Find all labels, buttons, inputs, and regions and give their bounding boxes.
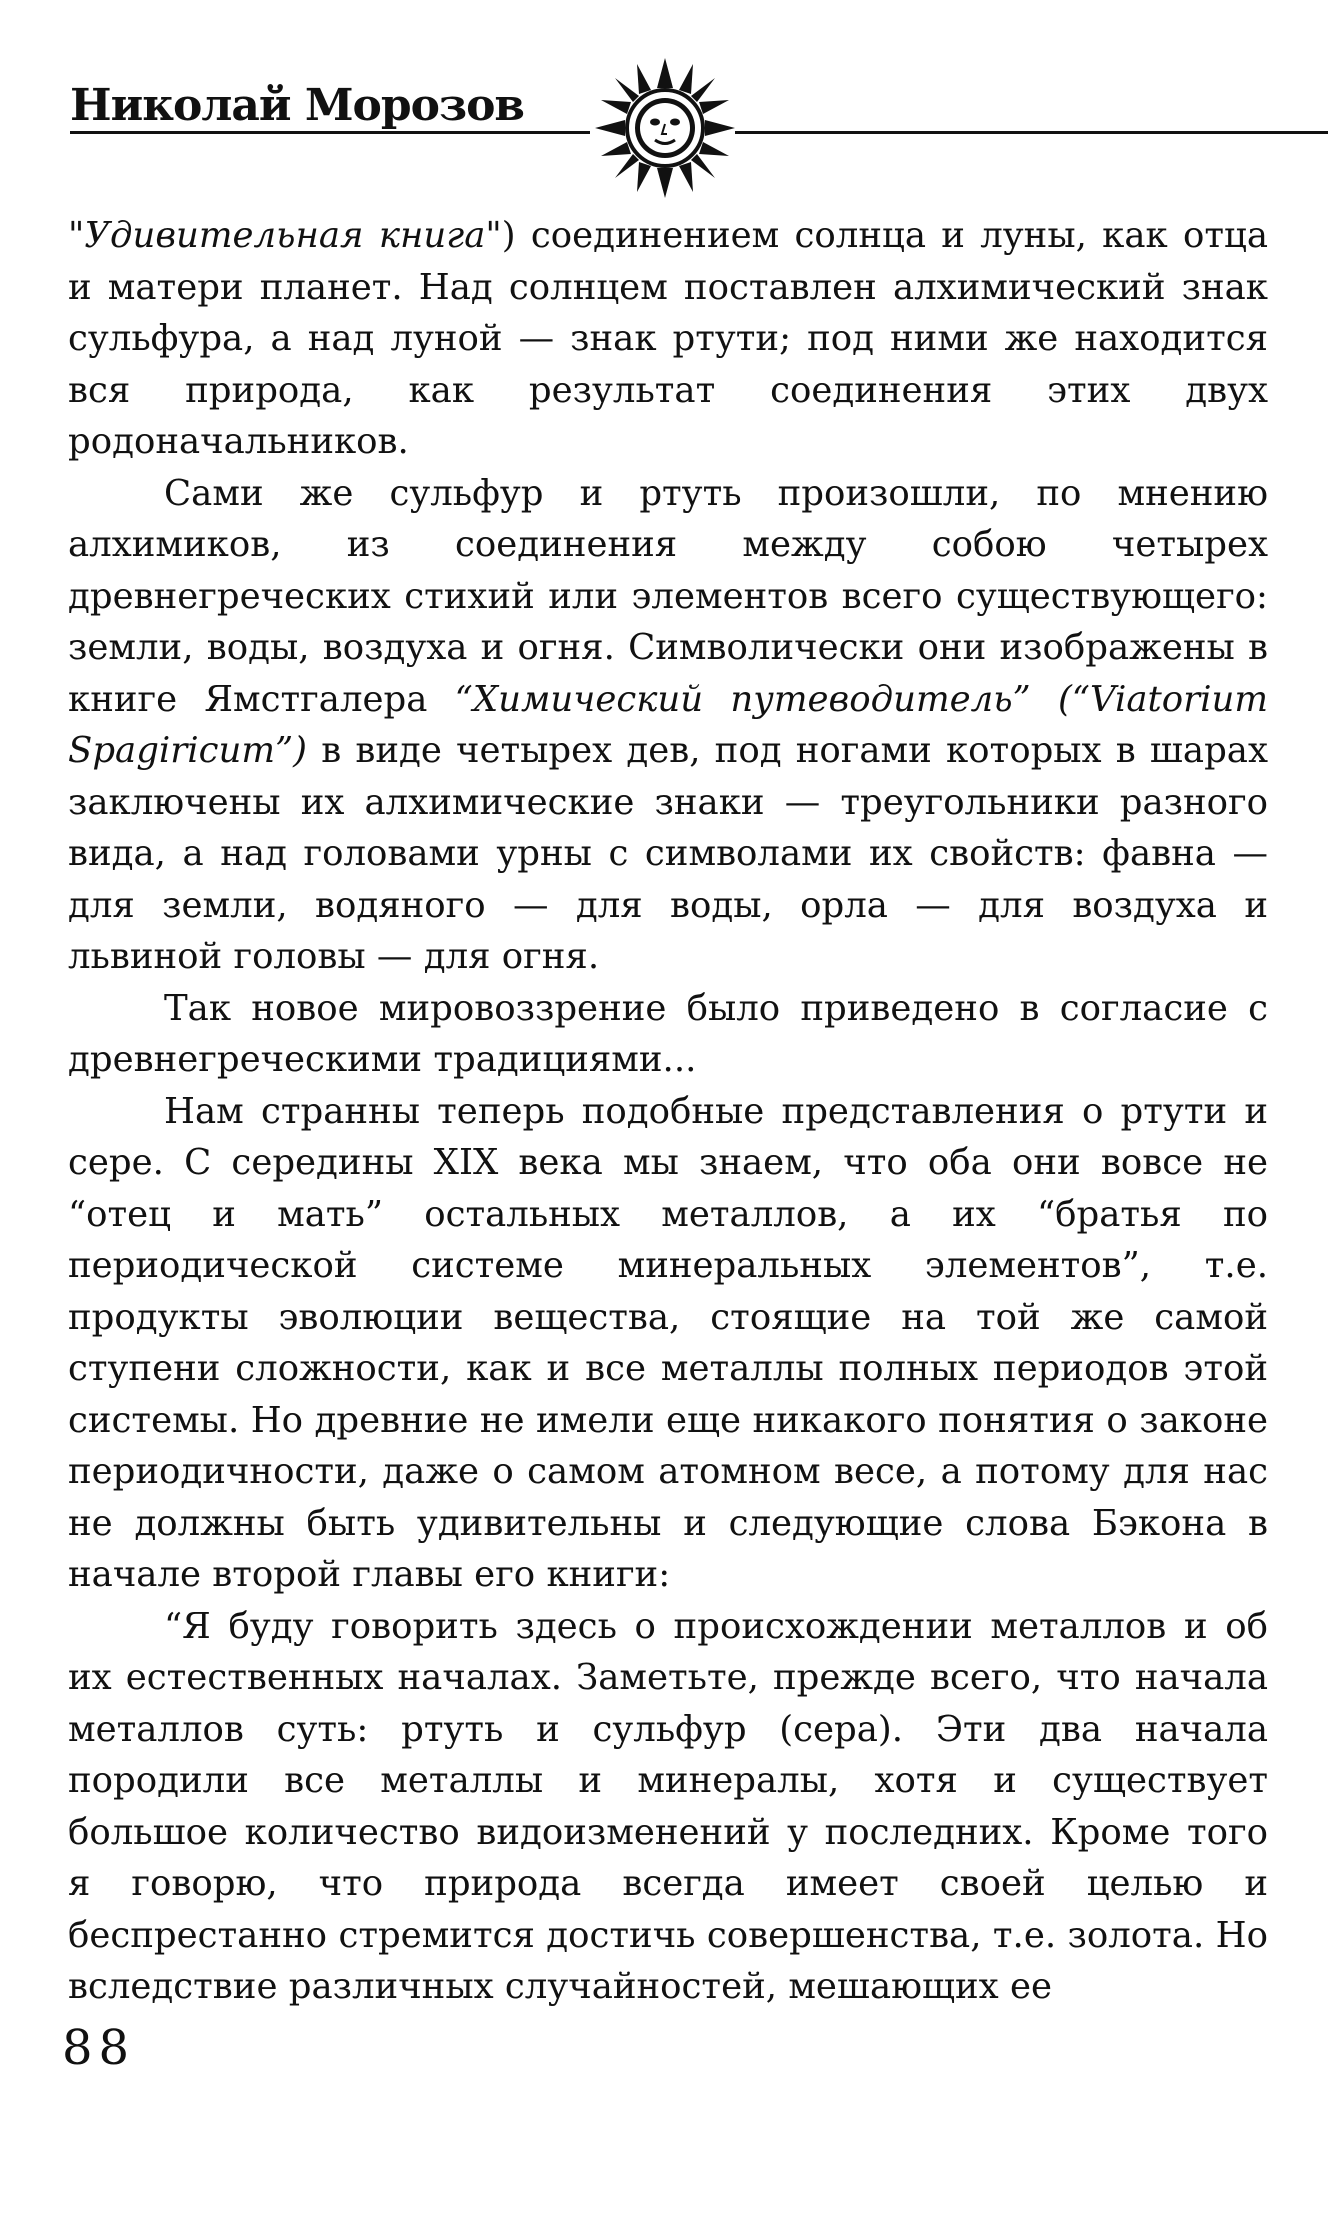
text-run: Сами же сульфур и ртуть произошли, по мнению алхимиков, из соединения между собою четырех древнегреческих стихий или элементов всего существующего: земли, воды, воздуха и огня. Символически они изображены в книге Ямстгалера	[68, 472, 1268, 720]
paragraph	[68, 983, 1268, 1086]
italic-text: “Химический путеводитель” (“Viatorium Spagiricum”)	[68, 678, 1268, 771]
running-header	[70, 58, 1260, 208]
italic-text: Удивительная книга	[84, 215, 486, 256]
text-run: “Я буду говорить здесь о происхождении металлов и об их естественных началах. Заметьте, прежде всего, что начала металлов суть: ртуть и сульфур (сера). Эти два начала породили все металлы и минералы, хотя и существует большое количество видоизменений у последних. Кроме того я говорю, что природа всегда имеет своей целью и беспрестанно стремится достичь совершенства, т.е. золота. Но вследствие различных случайностей, мешающих ее	[68, 1605, 1268, 2007]
paragraph	[68, 210, 1268, 468]
text-run: Нам странны теперь подобные представления о ртути и сере. С середины XIX века мы знаем, что оба они вовсе не “отец и мать” остальных металлов, а их “братья по периодической системе минеральных элементов”, т.е. продукты эволюции вещества, стоящие на той же самой ступени сложности, как и все металлы полных периодов этой системы. Но древние не имели еще никакого понятия о законе периодичности, даже о самом атомном весе, а потому для нас не должны быть удивительны и следующие слова Бэкона в начале второй главы его книги:	[68, 1090, 1268, 1595]
sun-face-icon	[595, 58, 735, 198]
paragraph	[68, 1086, 1268, 1601]
text-run: ") соединением солнца и луны, как отца и матери планет. Над солнцем поставлен алхимический знак сульфура, а над луной — знак ртути; под ними же находится вся природа, как результат соединения этих двух родоначальников.	[68, 215, 1268, 462]
running-head-author: Николай Морозов	[70, 80, 524, 131]
text-run: Так новое мировоззрение было приведено в согласие с древнегреческими традициями...	[68, 987, 1268, 1080]
paragraph	[68, 468, 1268, 983]
header-rule-left	[70, 131, 590, 134]
text-run: в виде четырех дев, под ногами которых в шарах заключены их алхимические знаки — треугольники разного вида, а над головами урны с символами их свойств: фавна — для земли, водяного — для воды, орла — для воздуха и львиной головы — для огня.	[68, 730, 1268, 977]
page-number: 88	[62, 2020, 136, 2076]
paragraph	[68, 1601, 1268, 2013]
header-rule-right	[735, 131, 1328, 134]
text-run: "	[68, 215, 85, 256]
body-text	[68, 210, 1268, 2013]
